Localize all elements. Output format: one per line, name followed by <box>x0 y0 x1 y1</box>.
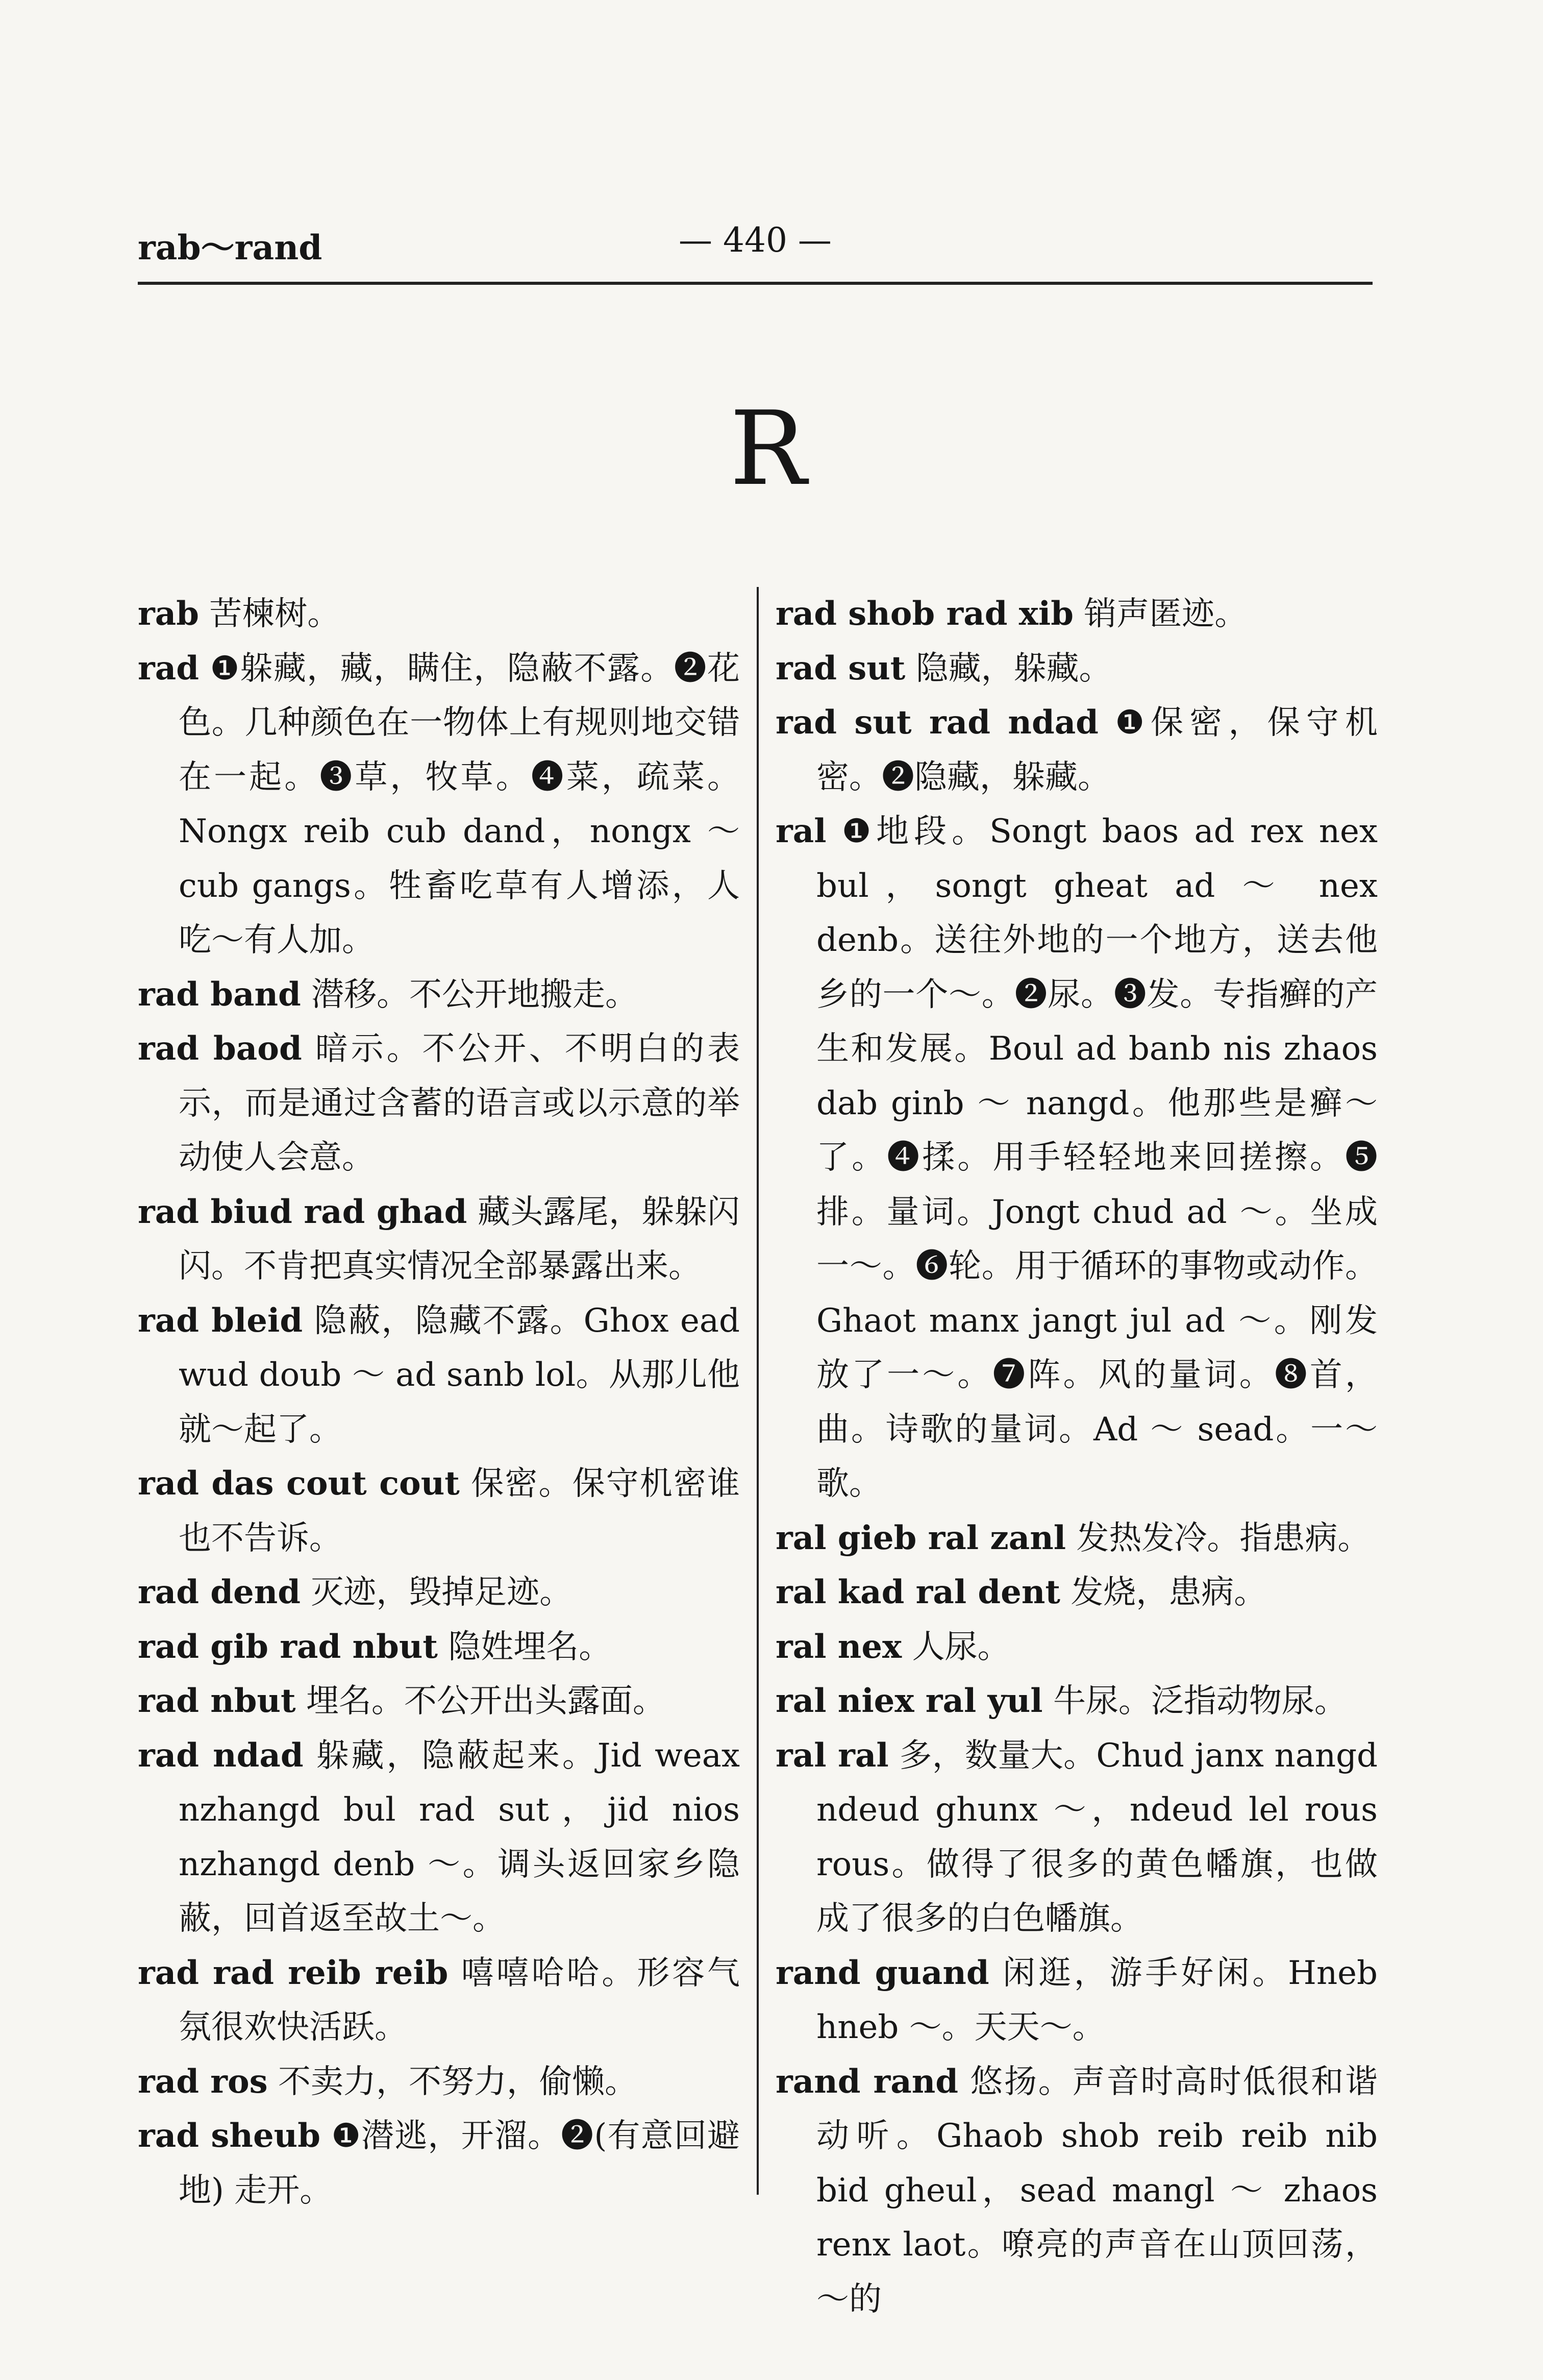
entry-headword: rad sut rad ndad <box>776 703 1099 742</box>
dictionary-entry <box>138 1620 740 1675</box>
dictionary-entry <box>138 1457 740 1565</box>
entry-definition: 牛尿。泛指动物尿。 <box>1053 1682 1347 1720</box>
entry-definition: 发热发冷。指患病。 <box>1076 1519 1371 1557</box>
entry-headword: rad biud rad ghad <box>138 1192 467 1231</box>
entry-headword: rad ndad <box>138 1736 304 1775</box>
entry-headword: ral niex ral yul <box>776 1682 1043 1720</box>
entry-headword: rad band <box>138 975 301 1014</box>
running-head: rab～rand <box>138 228 322 267</box>
entry-definition: 多，数量大。Chud janx nangd ndeud ghunx ～，ndeud lel rous rous。做得了很多的黄色幡旗，也做成了很多的白色幡旗。 <box>816 1736 1378 1937</box>
entry-headword: rand guand <box>776 1953 989 1992</box>
left-column <box>138 587 740 2218</box>
dictionary-entry <box>138 1946 740 2055</box>
dictionary-entry <box>138 587 740 642</box>
entry-headword: rab <box>138 595 199 633</box>
column-divider <box>757 587 759 2195</box>
entry-headword: rad sheub <box>138 2117 320 2155</box>
entry-headword: rad bleid <box>138 1301 303 1340</box>
entry-definition: ❶潜逃，开溜。❷(有意回避地) 走开。 <box>179 2117 740 2210</box>
page-header <box>138 220 1373 282</box>
dictionary-entry <box>776 1511 1378 1566</box>
entry-headword: ral ral <box>776 1736 889 1775</box>
page-number: — 440 — <box>679 220 832 260</box>
entry-definition: 潜移。不公开地搬走。 <box>311 975 638 1014</box>
entry-headword: rad dend <box>138 1573 301 1611</box>
entry-definition: 嘻嘻哈哈。形容气氛很欢快活跃。 <box>179 1954 740 2046</box>
entry-headword: rad <box>138 649 199 688</box>
entry-definition: 隐蔽，隐藏不露。Ghox ead wud doub ～ ad sanb lol。从那儿他就～起了。 <box>179 1302 740 1449</box>
entry-headword: rad sut <box>776 649 906 688</box>
entry-definition: 悠扬。声音时高时低很和谐动听。Ghaob shob reib reib nib bid gheul，sead mangl ～ zhaos renx laot。嘹亮的声音在山顶回荡，～的 <box>816 2063 1378 2318</box>
dictionary-entry <box>776 1620 1378 1675</box>
entry-headword: ral nex <box>776 1627 902 1666</box>
dictionary-entry <box>776 1946 1378 2055</box>
dictionary-entry <box>138 968 740 1022</box>
dictionary-entry <box>138 1565 740 1620</box>
entry-definition: 苦楝树。 <box>209 595 340 633</box>
entry-definition: 灭迹，毁掉足迹。 <box>311 1574 573 1611</box>
right-column <box>776 587 1378 2326</box>
entry-headword: ral gieb ral zanl <box>776 1518 1066 1557</box>
section-letter: R <box>730 389 807 508</box>
dictionary-entry <box>138 642 740 968</box>
entry-definition: 闲逛，游手好闲。Hneb hneb ～。天天～。 <box>816 1954 1378 2046</box>
entry-definition: 销声匿迹。 <box>1084 595 1248 633</box>
dictionary-entry <box>138 1022 740 1185</box>
entry-definition: ❶保密，保守机密。❷隐藏，躲藏。 <box>816 704 1378 796</box>
entry-definition: 不卖力，不努力，偷懒。 <box>278 2063 637 2101</box>
entry-headword: rad das cout cout <box>138 1464 460 1503</box>
entry-headword: rad rad reib reib <box>138 1953 449 1992</box>
dictionary-entry <box>138 1294 740 1457</box>
entry-headword: rad nbut <box>138 1682 296 1720</box>
dictionary-entry <box>138 1185 740 1294</box>
dictionary-entry <box>776 587 1378 642</box>
entry-headword: rad gib rad nbut <box>138 1627 438 1666</box>
entry-definition: 藏头露尾，躲躲闪闪。不肯把真实情况全部暴露出来。 <box>179 1193 740 1285</box>
entry-definition: ❶地段。Songt baos ad rex nex bul，songt gheat ad ～ nex denb。送往外地的一个地方，送去他乡的一个～。❷尿。❸发。专指癣的产生和发展。Boul ad banb nis zhaos dab ginb ～ nangd。他那些是癣～了。❹揉。用手轻轻地来回搓擦。❺排。量词。Jongt chud ad ～。坐成一～。❻轮。用于循环的事物或动作。Ghaot manx jangt jul ad ～。刚发放了一～。❼阵。风的量词。❽首，曲。诗歌的量词。Ad ～ sead。一～歌。 <box>816 813 1378 1503</box>
dictionary-entry <box>138 1729 740 1946</box>
header-rule <box>138 282 1373 285</box>
dictionary-entry <box>776 696 1378 804</box>
entry-headword: rand rand <box>776 2062 959 2101</box>
entry-headword: ral <box>776 812 827 850</box>
dictionary-entry <box>776 1565 1378 1620</box>
entry-definition: 发烧，患病。 <box>1071 1574 1267 1611</box>
dictionary-entry <box>138 1674 740 1729</box>
entry-definition: ❶躲藏，藏，瞒住，隐蔽不露。❷花色。几种颜色在一物体上有规则地交错在一起。❸草，牧草。❹菜，疏菜。Nongx reib cub dand，nongx ～ cub gangs。牲畜吃草有人增添，人吃～有人加。 <box>179 649 740 959</box>
entry-headword: ral kad ral dent <box>776 1573 1060 1611</box>
entry-definition: 暗示。不公开、不明白的表示，而是通过含蓄的语言或以示意的举动使人会意。 <box>179 1030 740 1176</box>
entry-definition: 人尿。 <box>912 1628 1010 1666</box>
dictionary-entry <box>138 2055 740 2109</box>
entry-definition: 保密。保守机密谁也不告诉。 <box>179 1465 740 1557</box>
dictionary-entry <box>776 1729 1378 1946</box>
entry-definition: 躲藏，隐蔽起来。Jid weax nzhangd bul rad sut，jid nios nzhangd denb ～。调头返回家乡隐蔽，回首返至故土～。 <box>179 1736 740 1937</box>
dictionary-entry <box>138 2109 740 2218</box>
dictionary-entry <box>776 2055 1378 2327</box>
dictionary-entry <box>776 804 1378 1511</box>
entry-headword: rad shob rad xib <box>776 595 1074 633</box>
entry-definition: 隐藏，躲藏。 <box>915 649 1112 688</box>
entry-headword: rad baod <box>138 1029 302 1068</box>
entry-headword: rad ros <box>138 2062 268 2101</box>
dictionary-entry <box>776 642 1378 696</box>
entry-definition: 埋名。不公开出头露面。 <box>306 1682 665 1720</box>
entry-definition: 隐姓埋名。 <box>448 1628 612 1666</box>
dictionary-entry <box>776 1674 1378 1729</box>
